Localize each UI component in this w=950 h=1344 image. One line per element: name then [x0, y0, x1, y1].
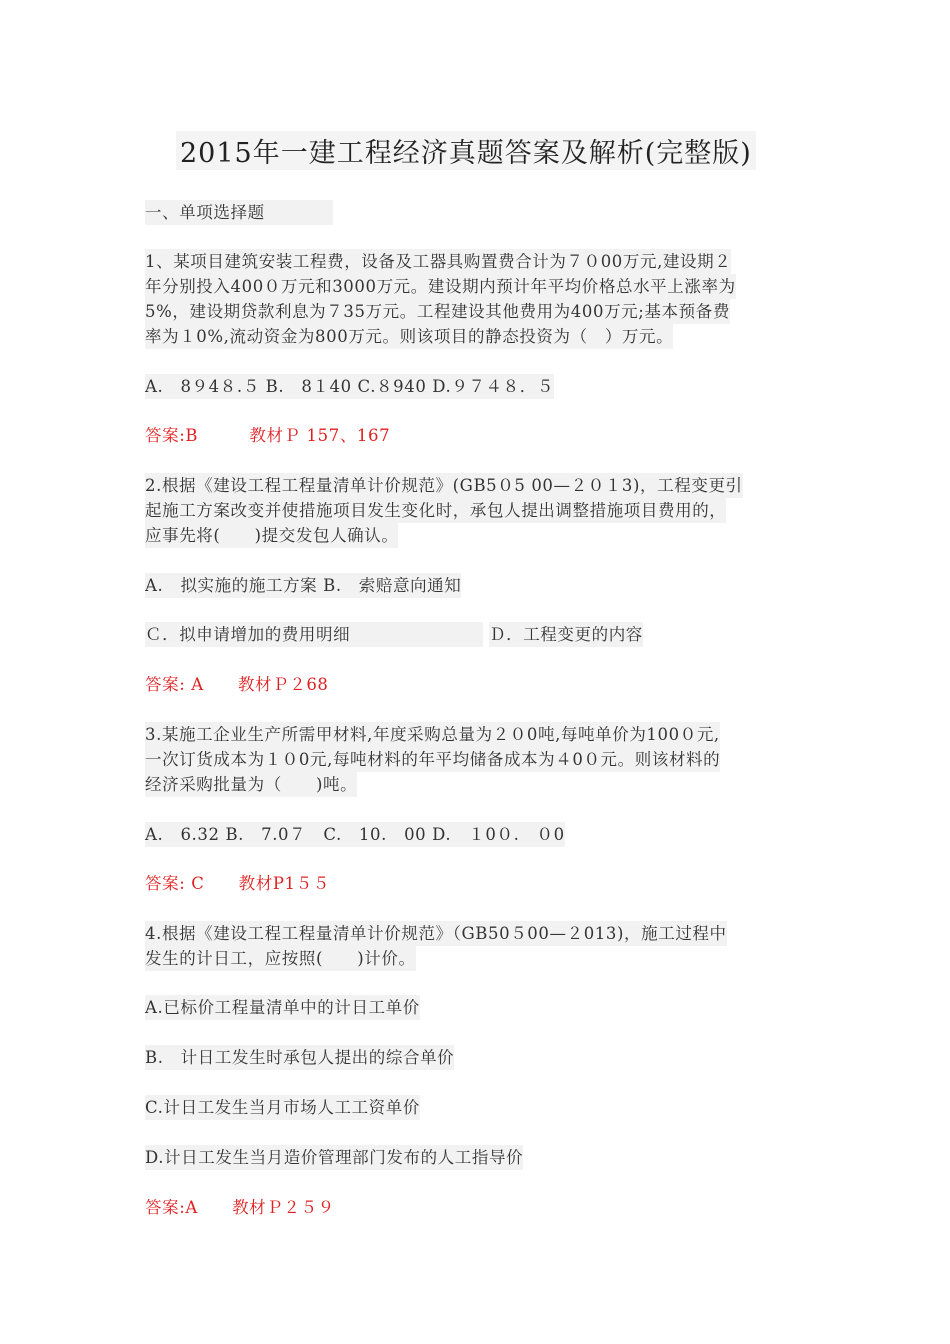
question-2-line-2: 起施工方案改变并使措施项目发生变化时，承包人提出调整措施项目费用的， [145, 498, 726, 523]
question-4-answer: 答案:A 教材Ｐ２５９ [145, 1198, 335, 1217]
question-1-line-4: 率为１0%,流动资金为800万元。则该项目的静态投资为（ ）万元。 [145, 324, 673, 349]
question-4-line-1: 4.根据《建设工程工程量清单计价规范》（GB50５00—２013)，施工过程中 [145, 921, 727, 946]
question-4-option-a: A.已标价工程量清单中的计日工单价 [145, 995, 420, 1020]
question-4-option-c: C.计日工发生当月市场人工工资单价 [145, 1095, 420, 1120]
question-2-answer: 答案: A 教材Ｐ２68 [145, 675, 329, 694]
question-2-line-1: 2.根据《建设工程工程量清单计价规范》(GB5０5 00—２０１3)，工程变更引 [145, 473, 743, 498]
question-3-line-2: 一次订货成本为１０0元,每吨材料的年平均储备成本为４0０元。则该材料的 [145, 747, 720, 772]
question-3-line-1: 3.某施工企业生产所需甲材料,年度采购总量为２０0吨,每吨单价为100０元, [145, 722, 720, 747]
question-4-option-b: B. 计日工发生时承包人提出的综合单价 [145, 1045, 454, 1070]
question-2-line-3: 应事先将( )提交发包人确认。 [145, 523, 398, 548]
question-2-options-ab: A. 拟实施的施工方案 B. 索赔意向通知 [145, 573, 461, 598]
question-4-option-d: D.计日工发生当月造价管理部门发布的人工指导价 [145, 1145, 523, 1170]
question-2-option-c: Ｃ．拟申请增加的费用明细 [145, 622, 483, 647]
question-3-line-3: 经济采购批量为（ )吨。 [145, 772, 357, 797]
section-heading: 一、单项选择题 [145, 200, 333, 225]
question-1-options: A. 8９4８.５ B. 8１40 C.８940 D.９７４８．５ [145, 374, 554, 399]
question-3-answer: 答案: C 教材P1５５ [145, 874, 330, 893]
question-3-options: A. 6.32 B. 7.0７ C. 10. 00 D. １0０. ０0 [145, 822, 565, 847]
question-1-line-2: 年分别投入400０万元和3000万元。建设期内预计年平均价格总水平上涨率为 [145, 274, 736, 299]
question-1-line-1: 1、某项目建筑安装工程费，设备及工器具购置费合计为７０00万元,建设期２ [145, 249, 731, 274]
question-1-line-3: 5%，建设期贷款利息为７35万元。工程建设其他费用为400万元;基本预备费 [145, 299, 730, 324]
question-2-option-d: Ｄ．工程变更的内容 [489, 622, 643, 647]
question-1-answer: 答案:B 教材Ｐ 157、167 [145, 426, 391, 445]
question-4-line-2: 发生的计日工，应按照( )计价。 [145, 946, 416, 971]
document-title: 2015年一建工程经济真题答案及解析(完整版) [176, 131, 756, 170]
